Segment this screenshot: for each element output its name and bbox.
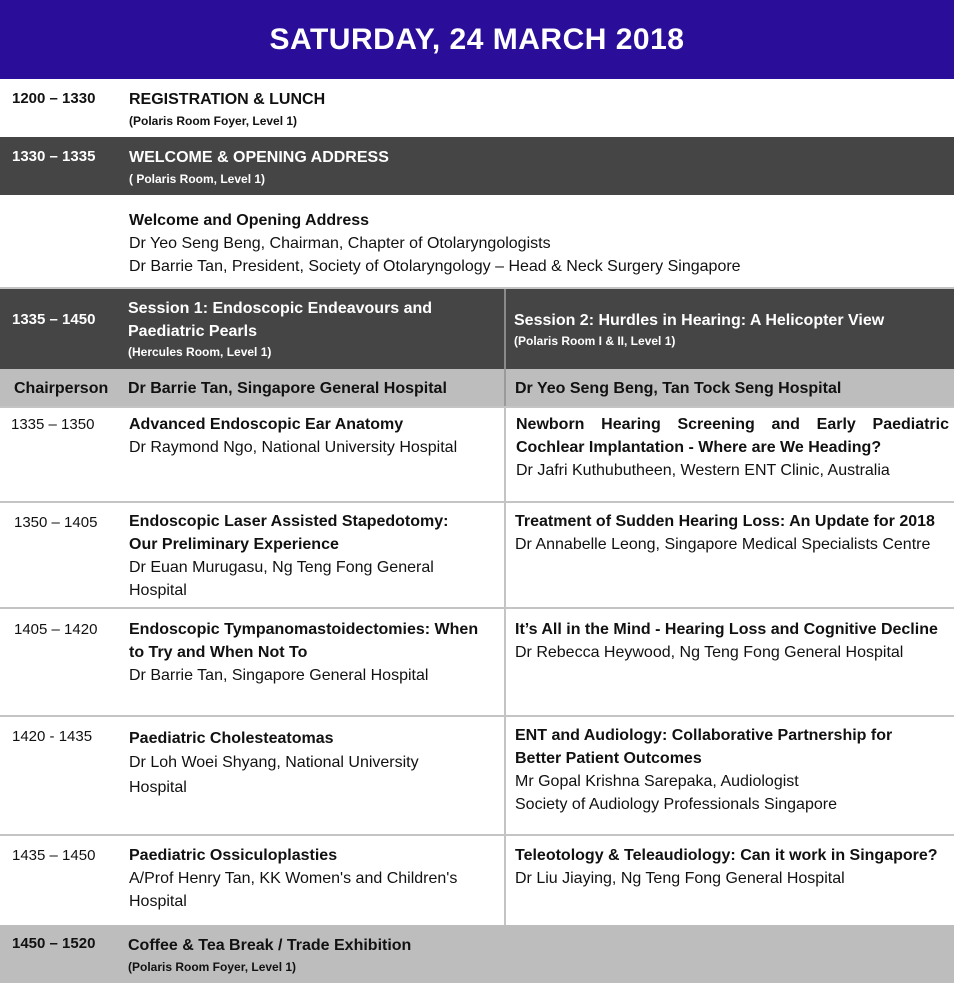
slot-b-right-speaker: Dr Annabelle Leong, Singapore Medical Specialists Centre [515, 536, 931, 553]
divider [0, 715, 954, 717]
welcome-detail-title: Welcome and Opening Address [129, 212, 370, 229]
divider [0, 406, 954, 408]
slot-b-left-title-line-2: Our Preliminary Experience [129, 536, 339, 553]
column-divider-chair [504, 369, 506, 406]
slot-e-left-title: Paediatric Ossiculoplasties [129, 847, 338, 864]
slot-c-left-speaker: Dr Barrie Tan, Singapore General Hospital [129, 667, 429, 684]
slot-d-right-speaker-line-1: Mr Gopal Krishna Sarepaka, Audiologist [515, 773, 799, 790]
slot-d-right-title-line-2: Better Patient Outcomes [515, 750, 702, 767]
slot-a-time: 1335 – 1350 [11, 416, 95, 433]
slot-b-left-title-line-1: Endoscopic Laser Assisted Stapedotomy: [129, 513, 449, 530]
slot-d-left-speaker-line-2: Hospital [129, 779, 187, 796]
slot-a-left-title: Advanced Endoscopic Ear Anatomy [129, 416, 404, 433]
slot-c-time: 1405 – 1420 [14, 621, 98, 638]
registration-row [0, 79, 954, 137]
break-title: Coffee & Tea Break / Trade Exhibition [128, 937, 412, 954]
welcome-speaker-2: Dr Barrie Tan, President, Society of Otolaryngology – Head & Neck Surgery Singapore [129, 258, 741, 275]
slot-e-right-speaker: Dr Liu Jiaying, Ng Teng Fong General Hospital [515, 870, 845, 887]
registration-venue: (Polaris Room Foyer, Level 1) [129, 114, 298, 128]
page-title: SATURDAY, 24 MARCH 2018 [269, 22, 685, 56]
slot-e-left-speaker-line-2: Hospital [129, 893, 187, 910]
slot-c-left-title-line-1: Endoscopic Tympanomastoidectomies: When [129, 621, 479, 638]
date-banner [0, 0, 954, 79]
session-2-title: Session 2: Hurdles in Hearing: A Helicopter View [514, 312, 885, 329]
welcome-title: WELCOME & OPENING ADDRESS [129, 149, 389, 166]
slot-d-left-speaker-line-1: Dr Loh Woei Shyang, National University [129, 754, 419, 771]
slot-a-right-speaker: Dr Jafri Kuthubutheen, Western ENT Clinic, Australia [516, 462, 890, 479]
slot-d-time: 1420 - 1435 [12, 728, 93, 745]
slot-c-right-title: It’s All in the Mind - Hearing Loss and Cognitive Decline [515, 621, 938, 638]
slot-e-right-title: Teleotology & Teleaudiology: Can it work in Singapore? [515, 847, 938, 864]
registration-time: 1200 – 1330 [12, 90, 96, 107]
welcome-detail-row [0, 195, 954, 288]
welcome-speaker-1: Dr Yeo Seng Beng, Chairman, Chapter of Otolaryngologists [129, 235, 551, 252]
session-1-title-line-2: Paediatric Pearls [128, 323, 257, 340]
divider [0, 834, 954, 836]
break-venue: (Polaris Room Foyer, Level 1) [128, 960, 297, 974]
divider [0, 607, 954, 609]
break-row [0, 925, 954, 983]
session-1-title-line-1: Session 1: Endoscopic Endeavours and [128, 300, 433, 317]
slot-b-left-speaker-line-2: Hospital [129, 582, 187, 599]
sessions-time: 1335 – 1450 [12, 311, 96, 328]
slot-e-left-speaker-line-1: A/Prof Henry Tan, KK Women's and Children's [129, 870, 458, 887]
session-1-venue: (Hercules Room, Level 1) [128, 345, 272, 359]
slot-d-right-speaker-line-2: Society of Audiology Professionals Singapore [515, 796, 837, 813]
slot-e-time: 1435 – 1450 [12, 847, 96, 864]
slot-b-time: 1350 – 1405 [14, 514, 98, 531]
chairperson-row [0, 369, 954, 406]
slot-c-right-speaker: Dr Rebecca Heywood, Ng Teng Fong General Hospital [515, 644, 904, 661]
slot-d-left-title: Paediatric Cholesteatomas [129, 730, 334, 747]
session-1-chair: Dr Barrie Tan, Singapore General Hospital [128, 380, 447, 397]
welcome-time: 1330 – 1335 [12, 148, 96, 165]
slot-d-right-title-line-1: ENT and Audiology: Collaborative Partnership for [515, 727, 893, 744]
slot-c-left-title-line-2: to Try and When Not To [129, 644, 308, 661]
divider [0, 501, 954, 503]
session-2-venue: (Polaris Room I & II, Level 1) [514, 334, 676, 348]
sessions-header-row [0, 289, 954, 369]
registration-title: REGISTRATION & LUNCH [129, 91, 326, 108]
welcome-row [0, 137, 954, 195]
slot-b-right-title: Treatment of Sudden Hearing Loss: An Update for 2018 [515, 513, 935, 530]
slot-a-left-speaker: Dr Raymond Ngo, National University Hospital [129, 439, 458, 456]
session-2-chair: Dr Yeo Seng Beng, Tan Tock Seng Hospital [515, 380, 842, 397]
welcome-venue: ( Polaris Room, Level 1) [129, 172, 266, 186]
slot-a-right-title: Newborn Hearing Screening and Early Paediatric Cochlear Implantation - Where are We Heading? [516, 416, 949, 456]
break-time: 1450 – 1520 [12, 935, 96, 952]
slot-b-left-speaker-line-1: Dr Euan Murugasu, Ng Teng Fong General [129, 559, 434, 576]
chairperson-label: Chairperson [14, 380, 109, 397]
column-divider-header [504, 289, 506, 369]
